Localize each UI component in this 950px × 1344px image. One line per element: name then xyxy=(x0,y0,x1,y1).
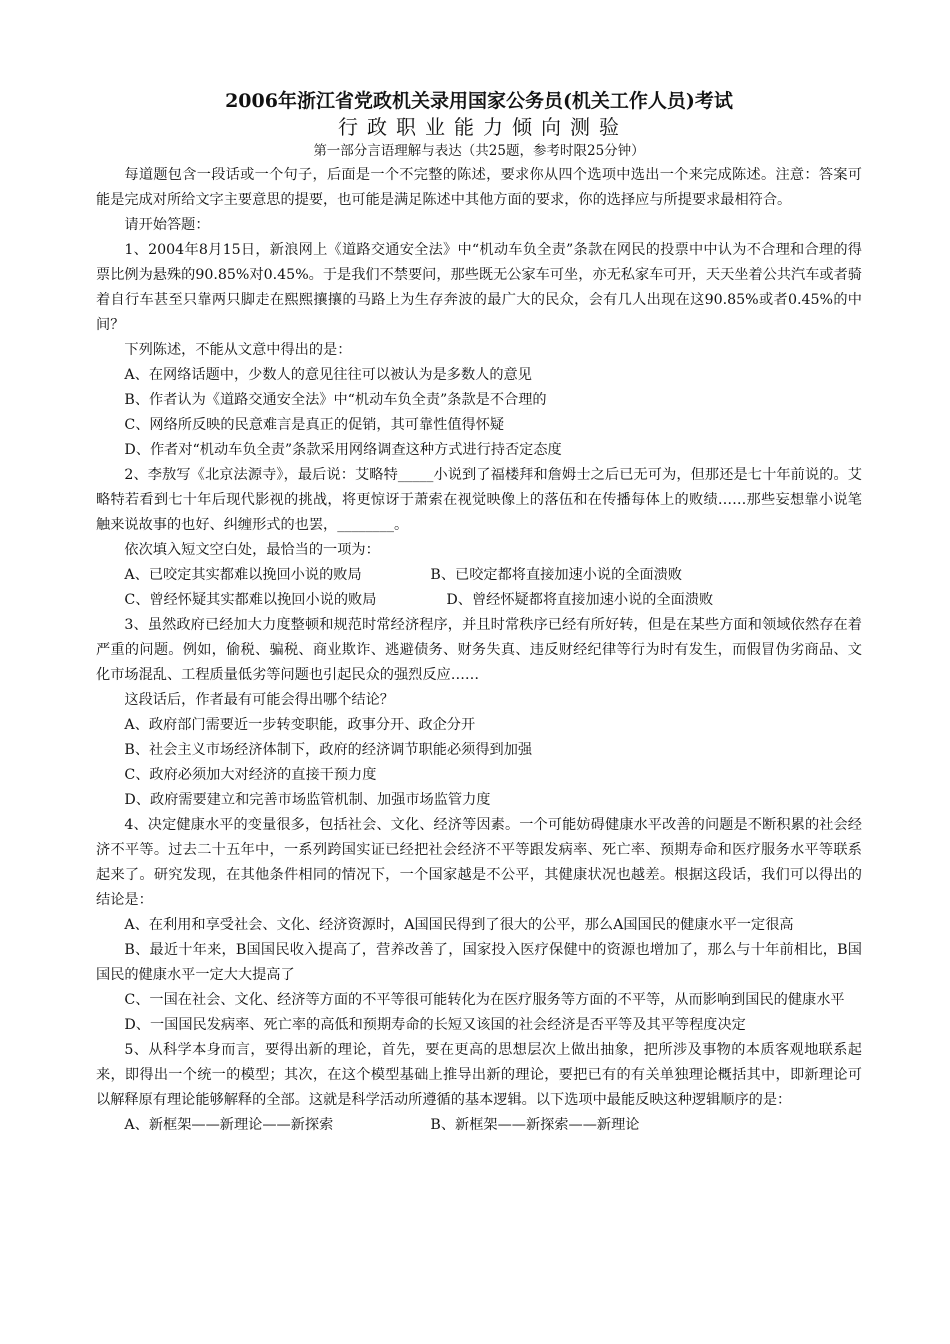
question-1-option-c: C、网络所反映的民意难言是真正的促销，其可靠性值得怀疑 xyxy=(124,417,505,433)
question-5-option-b: B、新框架——新探索——新理论 xyxy=(430,1117,640,1133)
start-prompt: 请开始答题： xyxy=(124,217,210,233)
question-4-option-a: A、在利用和享受社会、文化、经济资源时，A国国民得到了很大的公平，那么A国国民的健康水平一定很高 xyxy=(124,917,794,933)
question-2-option-b: B、已咬定都将直接加速小说的全面溃败 xyxy=(430,567,683,583)
question-2-option-d: D、曾经怀疑都将直接加速小说的全面溃败 xyxy=(446,592,714,608)
question-3-option-c: C、政府必须加大对经济的直接干预力度 xyxy=(124,767,377,783)
instructions-text: 每道题包含一段话或一个句子，后面是一个不完整的陈述，要求你从四个选项中选出一个来完成陈述。注意：答案可能是完成对所给文字主要意思的提要，也可能是满足陈述中其他方面的要求，你的选择应与所提要求最相符合。 xyxy=(96,167,862,208)
question-1-prompt: 下列陈述，不能从文意中得出的是： xyxy=(124,342,352,358)
question-2-stem: 2、李敖写《北京法源寺》，最后说：艾略特_____小说到了福楼拜和詹姆士之后已无可为，但那还是七十年前说的。艾略特若看到七十年后现代影视的挑战，将更惊讶于萧索在视觉映像上的落伍和在传播每体上的败绩……那些妄想靠小说笔触来说故事的也好、纠缠形式的也罢，________。 xyxy=(96,467,862,533)
question-1-option-b: B、作者认为《道路交通安全法》中“机动车负全责”条款是不合理的 xyxy=(124,392,547,408)
question-3-prompt: 这段话后，作者最有可能会得出哪个结论？ xyxy=(124,692,394,708)
exam-title: 2006年浙江省党政机关录用国家公务员(机关工作人员)考试 xyxy=(225,90,733,112)
question-4-option-d: D、一国国民发病率、死亡率的高低和预期寿命的长短又该国的社会经济是否平等及其平等程度决定 xyxy=(124,1017,746,1033)
question-1-option-a: A、在网络话题中，少数人的意见往往可以被认为是多数人的意见 xyxy=(124,367,532,383)
question-3-option-a: A、政府部门需要近一步转变职能，政事分开、政企分开 xyxy=(124,717,476,733)
question-2-prompt: 依次填入短文空白处，最恰当的一项为： xyxy=(124,542,380,558)
question-4-stem: 4、决定健康水平的变量很多，包括社会、文化、经济等因素。一个可能妨碍健康水平改善的问题是不断积累的社会经济不平等。过去二十五年中，一系列跨国实证已经把社会经济不平等跟发病率、死亡率、预期寿命和医疗服务水平等联系起来了。研究发现，在其他条件相同的情况下，一个国家越是不公平，其健康状况也越差。根据这段话，我们可以得出的结论是： xyxy=(96,817,862,908)
question-1-stem: 1、2004年8月15日，新浪网上《道路交通安全法》中“机动车负全责”条款在网民的投票中中认为不合理和合理的得票比例为悬殊的90.85%对0.45%。于是我们不禁要问，那些既无公家车可坐，亦无私家车可开，天天坐着公共汽车或者骑着自行车甚至只靠两只脚走在熙熙攘攘的马路上为生存奔波的最广大的民众，会有几人出现在这90.85%或者0.45%的中间？ xyxy=(96,242,862,333)
question-5-options-row-1 xyxy=(96,1113,862,1138)
document-page xyxy=(96,88,862,1138)
question-3-option-b: B、社会主义市场经济体制下，政府的经济调节职能必须得到加强 xyxy=(124,742,533,758)
question-5-option-a: A、新框架——新理论——新探索 xyxy=(124,1117,334,1133)
question-4-option-c: C、一国在社会、文化、经济等方面的不平等很可能转化为在医疗服务等方面的不平等，从而影响到国民的健康水平 xyxy=(124,992,845,1008)
question-3-option-d: D、政府需要建立和完善市场监管机制、加强市场监管力度 xyxy=(124,792,491,808)
question-1-option-d: D、作者对“机动车负全责”条款采用网络调查这种方式进行持否定态度 xyxy=(124,442,562,458)
question-4-option-b: B、最近十年来，B国国民收入提高了，营养改善了，国家投入医疗保健中的资源也增加了，那么与十年前相比，B国国民的健康水平一定大大提高了 xyxy=(96,942,862,983)
question-3-stem: 3、虽然政府已经加大力度整顿和规范时常经济程序，并且时常秩序已经有所好转，但是在某些方面和领域依然存在着严重的问题。例如，偷税、骗税、商业欺诈、逃避债务、财务失真、违反财经纪律等行为时有发生，而假冒伪劣商品、文化市场混乱、工程质量低劣等问题也引起民众的强烈反应…… xyxy=(96,617,862,683)
question-2-option-a: A、已咬定其实都难以挽回小说的败局 xyxy=(124,567,362,583)
question-5-stem: 5、从科学本身而言，要得出新的理论，首先，要在更高的思想层次上做出抽象，把所涉及事物的本质客观地联系起来，即得出一个统一的模型；其次，在这个模型基础上推导出新的理论，要把已有的有关单独理论概括其中，即新理论可以解释原有理论能够解释的全部。这就是科学活动所遵循的基本逻辑。以下选项中最能反映这种逻辑顺序的是： xyxy=(96,1042,862,1108)
section-heading: 第一部分言语理解与表达（共25题，参考时限25分钟） xyxy=(313,143,645,159)
question-2-option-c: C、曾经怀疑其实都难以挽回小说的败局 xyxy=(124,592,377,608)
question-2-options-row-1 xyxy=(96,563,862,588)
exam-subtitle: 行政职业能力倾向测验 xyxy=(338,115,628,139)
question-2-options-row-2 xyxy=(96,588,862,613)
